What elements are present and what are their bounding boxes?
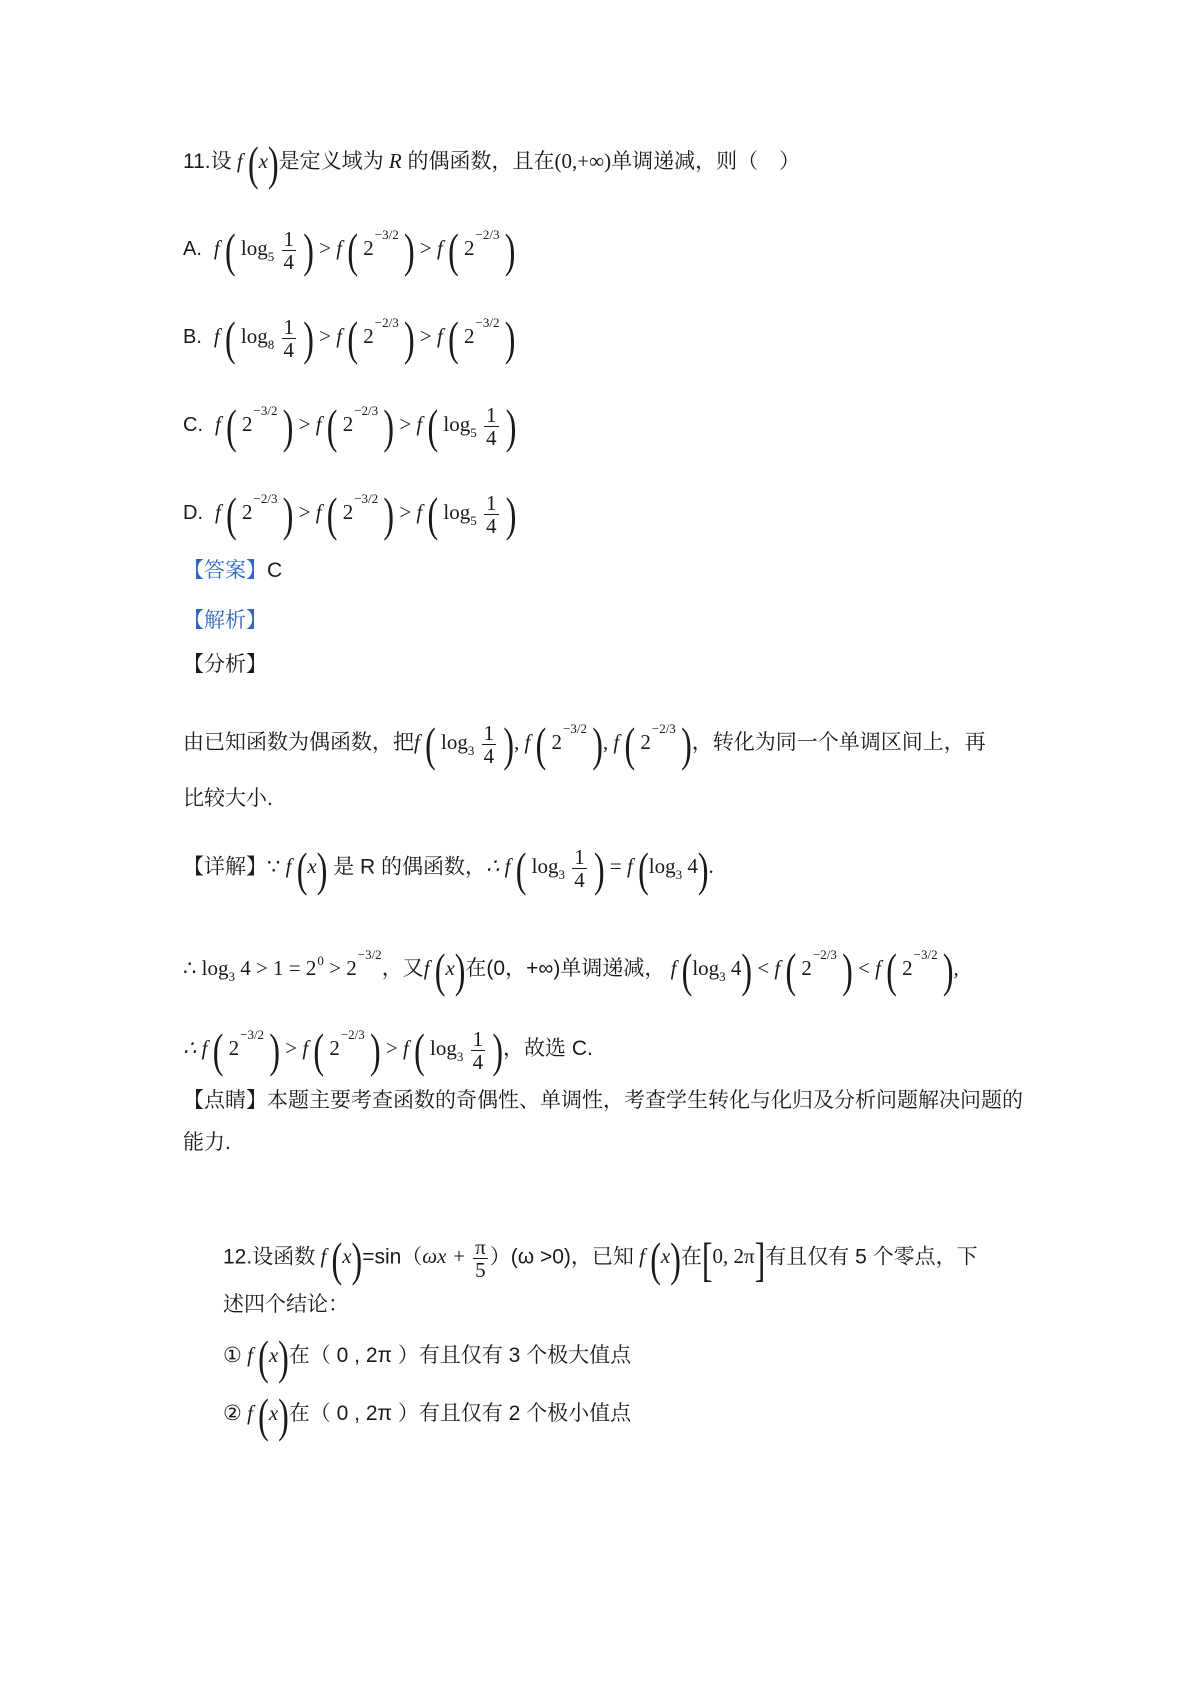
dianjing-line1: 【点睛】本题主要考查函数的奇偶性、单调性，考查学生转化与化归及分析问题解决问题的	[183, 1089, 1023, 1112]
xiangjie-line2: ∴ $\log_3 4 > 1 = 2^0 > 2^{-3/2}$，又f (x)在(0，+∞)单调递减， f ($\log_3$ 4) < f ( $2^{-2/3}$ ) < f ( $2^{-3/2}$ ),	[183, 943, 959, 998]
q12-stem-line2: 述四个结论：	[223, 1293, 349, 1316]
q12-conclusion-1: ① f (x)在（ 0 , 2π ）有且仅有 3 个极大值点	[223, 1330, 632, 1385]
xiangjie-line3: ∴ f ( $2^{-3/2}$ ) > f ( $2^{-2/3}$ ) > f ( $\log_3$ $\frac{1}{4}$ )，故选 C.	[183, 1023, 593, 1078]
fenxi-text: 由已知函数为偶函数，把f ( $\log_3$ $\frac{1}{4}$ ), f ( $2^{-3/2}$ ), f ( $2^{-2/3}$ )，转化为同一个单调区间上，再	[183, 717, 986, 772]
jiexi-label: 【解析】	[183, 609, 267, 632]
q11-option-a: A. f ( $\log_5$ $\frac{1}{4}$ ) > f ( $2^{-3/2}$ ) > f ( $2^{-2/3}$ )	[183, 223, 516, 278]
fenxi-text-line2: 比较大小.	[183, 787, 273, 810]
q11-number: 11.设	[183, 150, 232, 173]
q12-stem: 12.设函数 f (x)=sin（ωx + $\frac{\pi}{5}$ ）(ω >0)，已知 f (x)在[0, 2π]有且仅有 5 个零点，下	[223, 1231, 978, 1286]
xiangjie-label: 【详解】	[183, 855, 267, 879]
answer-label: 【答案】	[183, 559, 267, 582]
q11-option-c: C. f ( $2^{-3/2}$ ) > f ( $2^{-2/3}$ ) > f ( $\log_5$ $\frac{1}{4}$ )	[183, 399, 517, 454]
q11-option-b: B. f ( $\log_8$ $\frac{1}{4}$ ) > f ( $2^{-2/3}$ ) > f ( $2^{-3/2}$ )	[183, 311, 516, 366]
q11-stem: 11.设 f (x)是定义域为 R 的偶函数，且在(0,+∞)单调递减，则（ ）	[183, 136, 801, 191]
q11-option-d: D. f ( $2^{-2/3}$ ) > f ( $2^{-3/2}$ ) > f ( $\log_5$ $\frac{1}{4}$ )	[183, 487, 517, 542]
dianjing-line2: 能力.	[183, 1131, 231, 1154]
xiangjie-line1: 【详解】∵ f (x) 是 R 的偶函数，∴ f ( $\log_3$ $\frac{1}{4}$ ) = f ($\log_3$ 4).	[183, 841, 714, 896]
answer-line	[183, 556, 282, 586]
dianjing-label: 【点睛】	[183, 1089, 267, 1112]
fenxi-label: 【分析】	[183, 653, 267, 676]
q12-number: 12.设函数	[223, 1245, 316, 1269]
answer-value: C	[267, 559, 283, 582]
q12-conclusion-2: ② f (x)在（ 0 , 2π ）有且仅有 2 个极小值点	[223, 1388, 632, 1443]
